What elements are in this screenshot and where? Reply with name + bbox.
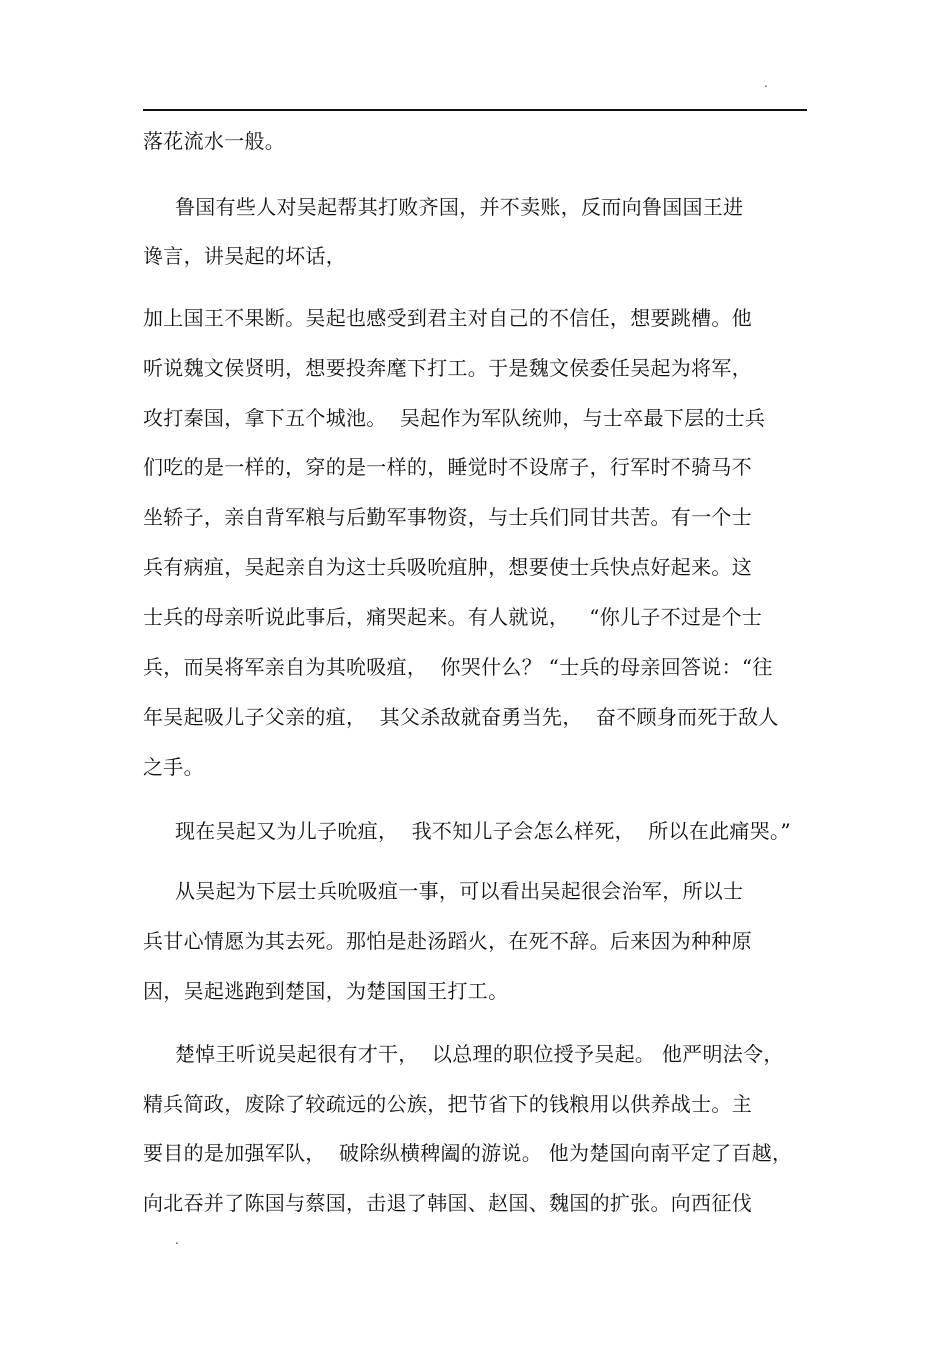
text-line: 加上国王不果断。吴起也感受到君主对自己的不信任，想要跳槽。他 — [143, 306, 752, 330]
text-line: 们吃的是一样的，穿的是一样的，睡觉时不设席子，行军时不骑马不 — [143, 455, 752, 479]
text-line: 因，吴起逃跑到楚国，为楚国国王打工。 — [143, 979, 509, 1003]
text-line: 听说魏文侯贤明，想要投奔麾下打工。于是魏文侯委任吴起为将军， — [143, 356, 752, 380]
text-line: 谗言，讲吴起的坏话， — [143, 244, 346, 268]
text-line: 坐轿子，亲自背军粮与后勤军事物资，与士兵们同甘共苦。有一个士 — [143, 505, 752, 529]
paragraph-start-line: 楚悼王听说吴起很有才干， 以总理的职位授予吴起。 他严明法令， — [175, 1042, 784, 1066]
text-line: 之手。 — [143, 755, 204, 779]
text-line: 兵，而吴将军亲自为其吮吸疽， 你哭什么？ “士兵的母亲回答说：“往 — [143, 655, 773, 679]
text-line: 要目的是加强军队， 破除纵横稗阖的游说。 他为楚国向南平定了百越， — [143, 1141, 793, 1165]
text-line: 精兵简政，废除了较疏远的公族，把节省下的钱粮用以供养战士。主 — [143, 1092, 752, 1116]
paragraph-start-line: 现在吴起又为儿子吮疽， 我不知儿子会怎么样死， 所以在此痛哭。” — [175, 819, 791, 843]
paragraph-start-line: 鲁国有些人对吴起帮其打败齐国，并不卖账，反而向鲁国国王进 — [175, 195, 744, 219]
header-mark: . — [764, 76, 768, 90]
text-line: 向北吞并了陈国与蔡国，击退了韩国、赵国、魏国的扩张。向西征伐 — [143, 1191, 752, 1215]
header-rule — [143, 109, 807, 111]
text-line: 兵有病疽，吴起亲自为这士兵吸吮疽肿，想要使士兵快点好起来。这 — [143, 555, 752, 579]
text-line: 落花流水一般。 — [143, 129, 286, 153]
footer-mark: . — [175, 1233, 179, 1247]
text-line: 兵甘心情愿为其去死。那怕是赴汤蹈火，在死不辞。后来因为种种原 — [143, 929, 752, 953]
text-line: 攻打秦国，拿下五个城池。 吴起作为军队统帅，与士卒最下层的士兵 — [143, 406, 766, 430]
paragraph-start-line: 从吴起为下层士兵吮吸疽一事，可以看出吴起很会治军，所以士 — [175, 879, 744, 903]
text-line: 士兵的母亲听说此事后，痛哭起来。有人就说， “你儿子不过是个士 — [143, 605, 763, 629]
text-line: 年吴起吸儿子父亲的疽， 其父杀敌就奋勇当先， 奋不顾身而死于敌人 — [143, 705, 779, 729]
